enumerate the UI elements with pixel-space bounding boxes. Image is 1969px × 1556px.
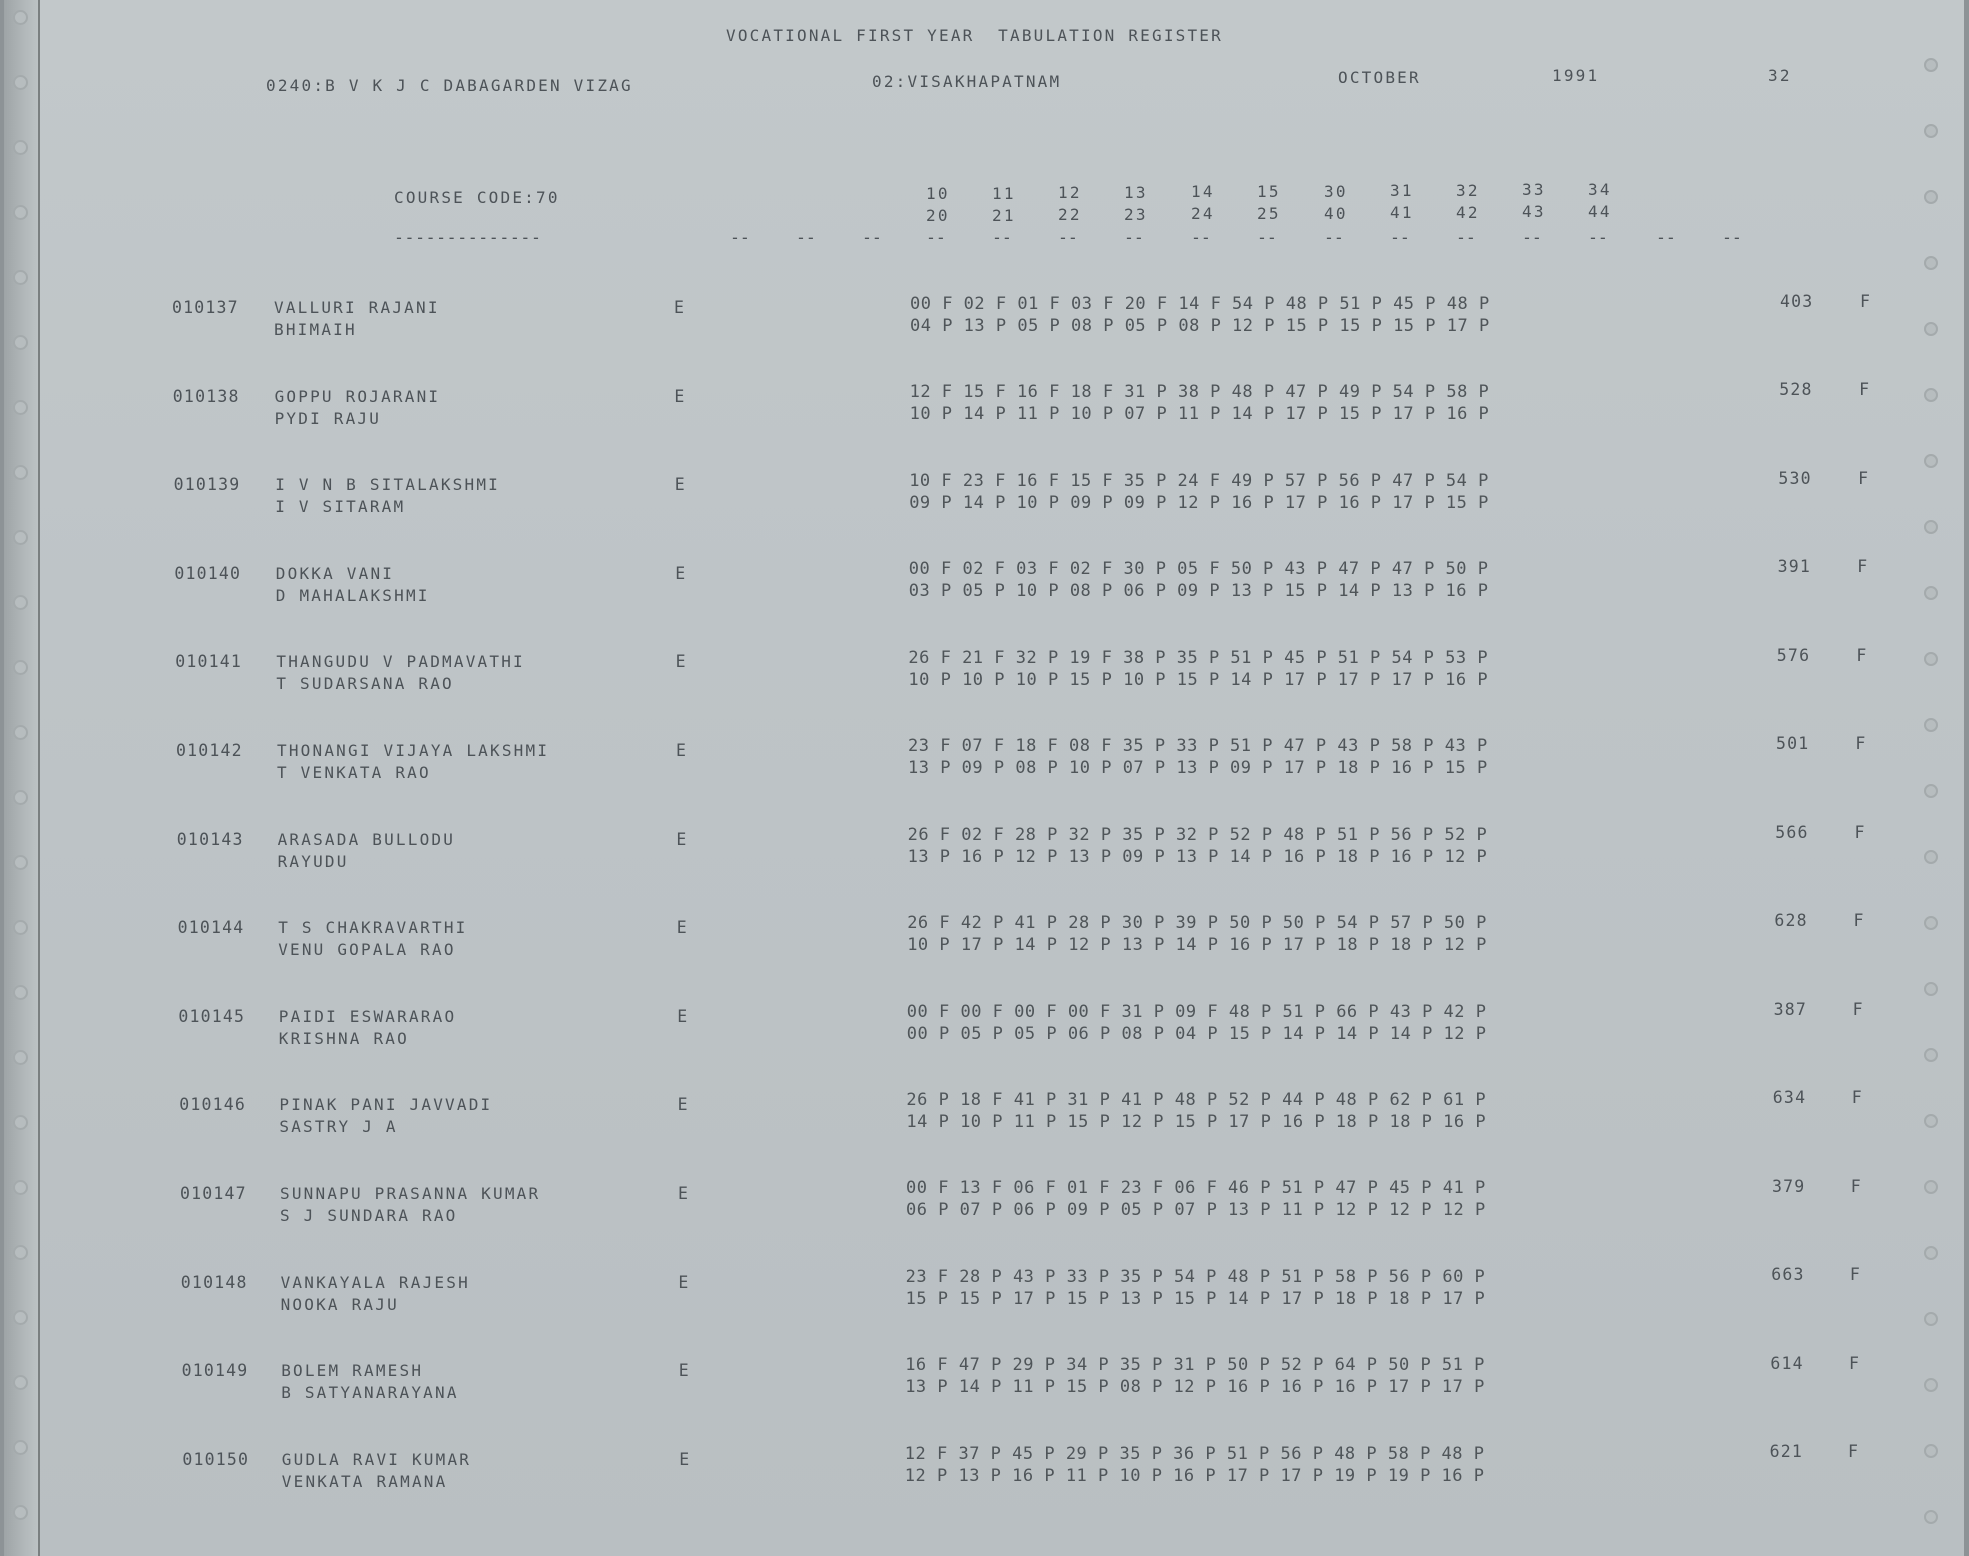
hall-ticket-number: 010140 (174, 563, 242, 583)
header-dash: -- (1722, 228, 1742, 247)
total-marks: 663 (1771, 1265, 1805, 1285)
student-name: PAIDI ESWARARAO (278, 1006, 457, 1026)
marks-row-bottom: 06 P 07 P 06 P 09 P 05 P 07 P 13 P 11 P 12 P 12 P 12 P (906, 1200, 1486, 1221)
feed-hole (13, 10, 28, 25)
parent-name: KRISHNA RAO (278, 1028, 409, 1048)
feed-hole (1924, 718, 1938, 732)
course-code: COURSE CODE:70 (394, 188, 560, 207)
subject-code: 43 (1522, 202, 1546, 222)
total-marks: 530 (1778, 468, 1812, 488)
student-name: PINAK PANI JAVVADI (279, 1095, 493, 1115)
parent-name: B SATYANARAYANA (281, 1383, 459, 1403)
feed-hole (1924, 256, 1938, 270)
total-marks: 628 (1774, 911, 1808, 931)
student-name: T S CHAKRAVARTHI (278, 918, 468, 938)
feed-hole (13, 1050, 28, 1065)
hall-ticket-number: 010139 (173, 475, 241, 495)
marks-row-top: 00 F 02 F 03 F 02 F 30 P 05 F 50 P 43 P 47 P 47 P 50 P (908, 559, 1489, 580)
feed-hole (13, 270, 28, 285)
total-marks: 566 (1775, 822, 1809, 842)
marks-row-bottom: 13 P 16 P 12 P 13 P 09 P 13 P 14 P 16 P 18 P 16 P 12 P (907, 846, 1488, 867)
hall-ticket-number: 010143 (176, 829, 244, 849)
student-name: I V N B SITALAKSHMI (275, 475, 501, 495)
feed-hole (1924, 58, 1938, 72)
marks-row-top: 12 F 15 F 16 F 18 F 31 P 38 P 48 P 47 P 49 P 54 P 58 P (909, 382, 1490, 403)
subject-code: 15 (1257, 182, 1281, 201)
feed-hole (13, 140, 28, 155)
hall-ticket-number: 010145 (178, 1006, 246, 1026)
parent-name: PYDI RAJU (274, 408, 382, 428)
total-marks: 621 (1769, 1442, 1803, 1462)
marks-row-bottom: 10 P 10 P 10 P 15 P 10 P 15 P 14 P 17 P 17 P 17 P 16 P (908, 669, 1489, 690)
hall-ticket-number: 010137 (172, 298, 239, 317)
header-dash: -- (926, 228, 946, 247)
subject-code: 13 (1124, 182, 1148, 202)
subject-code: 32 (1456, 180, 1480, 200)
subject-code: 14 (1191, 182, 1215, 202)
subject-code: 40 (1324, 203, 1348, 223)
medium-code: E (678, 1272, 690, 1292)
header-dash: -- (1058, 228, 1078, 247)
medium-code: E (677, 1006, 689, 1026)
feed-hole (13, 1505, 28, 1520)
feed-hole (1924, 1246, 1938, 1260)
marks-row-bottom: 04 P 13 P 05 P 08 P 05 P 08 P 12 P 15 P 15 P 15 P 17 P (910, 316, 1490, 336)
page-number: 32 (1768, 66, 1792, 85)
parent-name: S J SUNDARA RAO (280, 1206, 458, 1225)
header-dash: -- (992, 228, 1012, 247)
marks-row-bottom: 10 P 17 P 14 P 12 P 13 P 14 P 16 P 17 P 18 P 18 P 12 P (907, 935, 1487, 956)
result-code: F (1852, 999, 1864, 1019)
marks-row-top: 00 F 02 F 01 F 03 F 20 F 14 F 54 P 48 P 51 P 45 P 48 P (910, 294, 1490, 314)
subject-code: 25 (1257, 204, 1281, 223)
marks-row-bottom: 03 P 05 P 10 P 08 P 06 P 09 P 13 P 15 P 14 P 13 P 16 P (908, 581, 1489, 602)
hall-ticket-number: 010142 (176, 741, 243, 760)
feed-hole (13, 75, 28, 90)
marks-row-bottom: 13 P 09 P 08 P 10 P 07 P 13 P 09 P 17 P 18 P 16 P 15 P (908, 758, 1488, 779)
medium-code: E (675, 652, 687, 672)
parent-name: SASTRY J A (279, 1117, 398, 1137)
result-code: F (1849, 1265, 1862, 1285)
subject-code: 34 (1588, 180, 1612, 199)
feed-hole (13, 1245, 28, 1260)
college-name: 0240:B V K J C DABAGARDEN VIZAG (266, 76, 633, 95)
feed-hole (13, 400, 28, 415)
feed-hole (1924, 388, 1938, 402)
medium-code: E (674, 475, 686, 495)
student-name: BOLEM RAMESH (281, 1361, 424, 1381)
medium-code: E (678, 1361, 690, 1381)
result-code: F (1855, 734, 1867, 754)
subject-code: 41 (1390, 203, 1414, 223)
student-name: GOPPU ROJARANI (274, 386, 441, 406)
subject-code: 23 (1124, 204, 1148, 224)
feed-hole (13, 465, 28, 480)
course-code-underline: -------------- (394, 228, 542, 247)
subject-code: 12 (1058, 183, 1082, 203)
total-marks: 403 (1780, 292, 1814, 311)
total-marks: 614 (1770, 1353, 1804, 1373)
result-code: F (1853, 911, 1865, 931)
result-code: F (1851, 1088, 1863, 1108)
feed-hole (13, 205, 28, 220)
total-marks: 576 (1776, 645, 1811, 665)
marks-row-bottom: 00 P 05 P 05 P 06 P 08 P 04 P 15 P 14 P 14 P 14 P 12 P (906, 1023, 1487, 1044)
subject-code: 10 (926, 184, 950, 203)
feed-hole (13, 1440, 28, 1455)
feed-hole (13, 790, 28, 805)
header-dash: -- (1456, 228, 1476, 247)
subject-code: 44 (1588, 202, 1612, 221)
hall-ticket-number: 010141 (175, 652, 242, 672)
subject-code: 30 (1324, 181, 1348, 201)
feed-hole (13, 985, 28, 1000)
feed-hole (13, 660, 28, 675)
total-marks: 501 (1776, 734, 1810, 754)
feed-hole (1924, 916, 1938, 930)
feed-hole (1924, 1180, 1938, 1194)
feed-hole (13, 1115, 28, 1130)
marks-row-bottom: 13 P 14 P 11 P 15 P 08 P 12 P 16 P 16 P 16 P 17 P 17 P (905, 1377, 1485, 1398)
feed-hole (13, 530, 28, 545)
marks-row-top: 26 F 21 F 32 P 19 F 38 P 35 P 51 P 45 P 51 P 54 P 53 P (908, 647, 1489, 668)
feed-hole (13, 855, 28, 870)
feed-hole (1924, 1114, 1938, 1128)
feed-hole (1924, 982, 1938, 996)
subject-code: 33 (1522, 180, 1546, 200)
hall-ticket-number: 010148 (180, 1272, 248, 1292)
student-name: THANGUDU V PADMAVATHI (276, 652, 525, 672)
hall-ticket-number: 010147 (180, 1184, 247, 1203)
student-name: VANKAYALA RAJESH (280, 1272, 470, 1292)
marks-row-top: 26 F 02 F 28 P 32 P 35 P 32 P 52 P 48 P 51 P 56 P 52 P (907, 824, 1488, 845)
marks-row-top: 00 F 00 F 00 F 00 F 31 P 09 F 48 P 51 P 66 P 43 P 42 P (906, 1001, 1487, 1022)
parent-name: T VENKATA RAO (277, 763, 431, 782)
feed-hole (1924, 520, 1938, 534)
result-code: F (1857, 557, 1869, 577)
feed-hole (1924, 1378, 1938, 1392)
marks-row-top: 26 F 42 P 41 P 28 P 30 P 39 P 50 P 50 P 54 P 57 P 50 P (907, 913, 1487, 934)
medium-code: E (676, 829, 688, 849)
result-code: F (1850, 1176, 1862, 1196)
feed-hole (13, 1310, 28, 1325)
feed-hole (1924, 652, 1938, 666)
medium-code: E (679, 1449, 691, 1469)
total-marks: 634 (1772, 1088, 1807, 1108)
header-dash: -- (1390, 228, 1410, 247)
marks-row-top: 23 F 28 P 43 P 33 P 35 P 54 P 48 P 51 P 58 P 56 P 60 P (905, 1266, 1486, 1287)
subject-code: 21 (992, 205, 1016, 225)
result-code: F (1860, 292, 1872, 311)
feed-hole (1924, 850, 1938, 864)
marks-row-bottom: 10 P 14 P 11 P 10 P 07 P 11 P 14 P 17 P 15 P 17 P 16 P (909, 404, 1490, 425)
student-name: SUNNAPU PRASANNA KUMAR (280, 1184, 541, 1203)
total-marks: 387 (1773, 999, 1807, 1019)
total-marks: 391 (1777, 557, 1811, 577)
header-dash: -- (1124, 228, 1144, 247)
header-dash: -- (1324, 228, 1344, 247)
header-dash: -- (1588, 228, 1608, 247)
medium-code: E (678, 1184, 690, 1203)
feed-hole (13, 595, 28, 610)
medium-code: E (674, 386, 686, 406)
marks-row-top: 16 F 47 P 29 P 34 P 35 P 31 P 50 P 52 P 64 P 50 P 51 P (905, 1355, 1485, 1376)
student-name: THONANGI VIJAYA LAKSHMI (277, 741, 550, 760)
student-name: DOKKA VANI (275, 563, 395, 583)
exam-month: OCTOBER (1338, 68, 1421, 87)
feed-hole (1924, 454, 1938, 468)
header-dash: -- (796, 228, 816, 247)
feed-hole (1924, 124, 1938, 138)
result-code: F (1848, 1442, 1860, 1462)
marks-row-top: 00 F 13 F 06 F 01 F 23 F 06 F 46 P 51 P 47 P 45 P 41 P (906, 1178, 1486, 1199)
feed-hole (13, 335, 28, 350)
student-name: VALLURI RAJANI (274, 298, 440, 317)
marks-row-top: 12 F 37 P 45 P 29 P 35 P 36 P 51 P 56 P 48 P 58 P 48 P (904, 1443, 1485, 1464)
medium-code: E (675, 563, 687, 583)
feed-hole (1924, 784, 1938, 798)
total-marks: 528 (1779, 380, 1813, 400)
marks-row-bottom: 12 P 13 P 16 P 11 P 10 P 16 P 17 P 17 P 19 P 19 P 16 P (904, 1465, 1485, 1486)
hall-ticket-number: 010146 (179, 1095, 246, 1115)
feed-hole (1924, 586, 1938, 600)
feed-hole (13, 920, 28, 935)
feed-hole (1924, 322, 1938, 336)
student-name: ARASADA BULLODU (277, 829, 456, 849)
parent-name: I V SITARAM (275, 497, 406, 517)
marks-row-bottom: 15 P 15 P 17 P 15 P 13 P 15 P 14 P 17 P 18 P 18 P 17 P (905, 1288, 1486, 1309)
hall-ticket-number: 010138 (172, 386, 240, 406)
feed-hole (13, 725, 28, 740)
medium-code: E (674, 298, 686, 317)
subject-code: 31 (1390, 181, 1414, 201)
parent-name: BHIMAIH (274, 320, 357, 339)
result-code: F (1854, 822, 1866, 842)
header-dash: -- (1522, 228, 1542, 247)
total-marks: 379 (1772, 1176, 1806, 1196)
result-code: F (1856, 645, 1868, 665)
subject-code: 42 (1456, 202, 1480, 222)
register-sheet (4, 0, 1964, 1556)
binding-edge (38, 0, 40, 1556)
parent-name: RAYUDU (277, 851, 349, 871)
feed-hole (13, 1180, 28, 1195)
parent-name: T SUDARSANA RAO (276, 674, 454, 694)
medium-code: E (676, 918, 688, 938)
hall-ticket-number: 010144 (177, 918, 245, 938)
parent-name: VENKATA RAMANA (281, 1471, 448, 1491)
feed-hole (1924, 1312, 1938, 1326)
exam-year: 1991 (1552, 66, 1600, 85)
header-dash: -- (1656, 228, 1676, 247)
feed-hole (1924, 1048, 1938, 1062)
marks-row-bottom: 14 P 10 P 11 P 15 P 12 P 15 P 17 P 16 P 18 P 18 P 16 P (906, 1111, 1487, 1132)
student-name: GUDLA RAVI KUMAR (281, 1449, 472, 1469)
feed-hole (1924, 190, 1938, 204)
header-dash: -- (730, 228, 750, 247)
feed-hole (1924, 1510, 1938, 1524)
marks-row-top: 10 F 23 F 16 F 15 F 35 P 24 F 49 P 57 P 56 P 47 P 54 P (909, 470, 1489, 491)
subject-code: 11 (992, 183, 1016, 203)
district-name: 02:VISAKHAPATNAM (872, 72, 1062, 91)
hall-ticket-number: 010150 (182, 1449, 250, 1469)
marks-row-bottom: 09 P 14 P 10 P 09 P 09 P 12 P 16 P 17 P 16 P 17 P 15 P (909, 492, 1489, 513)
feed-hole (13, 1375, 28, 1390)
header-dash: -- (1257, 228, 1277, 247)
marks-row-top: 23 F 07 F 18 F 08 F 35 P 33 P 51 P 47 P 43 P 58 P 43 P (908, 736, 1488, 757)
header-dash: -- (862, 228, 882, 247)
medium-code: E (677, 1095, 689, 1115)
result-code: F (1858, 468, 1870, 488)
feed-hole (1924, 1444, 1938, 1458)
report-title: VOCATIONAL FIRST YEAR TABULATION REGISTER (726, 26, 1223, 45)
medium-code: E (676, 741, 688, 760)
parent-name: VENU GOPALA RAO (278, 940, 456, 960)
result-code: F (1848, 1353, 1861, 1373)
parent-name: NOOKA RAJU (280, 1294, 399, 1314)
parent-name: D MAHALAKSHMI (275, 585, 430, 605)
result-code: F (1859, 380, 1871, 400)
subject-code: 24 (1191, 204, 1215, 224)
marks-row-top: 26 P 18 F 41 P 31 P 41 P 48 P 52 P 44 P 48 P 62 P 61 P (906, 1089, 1487, 1110)
subject-code: 22 (1058, 205, 1082, 225)
subject-code: 20 (926, 206, 950, 225)
hall-ticket-number: 010149 (181, 1361, 249, 1381)
header-dash: -- (1191, 228, 1211, 247)
